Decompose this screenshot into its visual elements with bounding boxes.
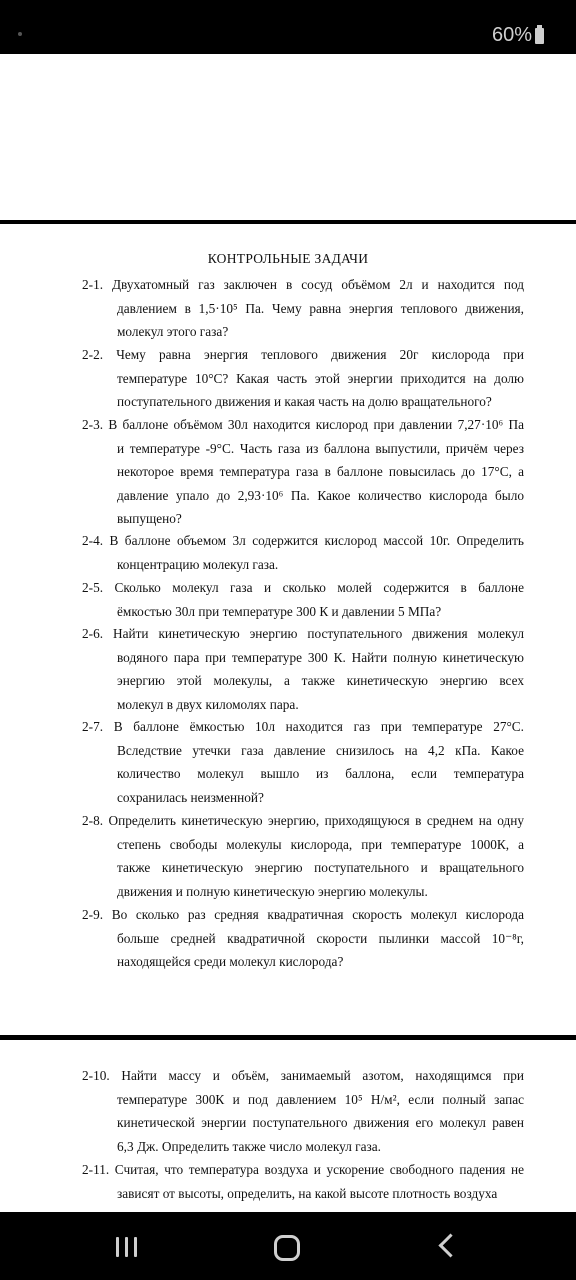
problem-line: также кинетическую энергию поступательного и вращательного — [117, 860, 524, 875]
back-icon[interactable] — [438, 1233, 462, 1257]
problem-item — [82, 1158, 524, 1205]
problem-item — [82, 622, 524, 716]
problem-line: 2-3. В баллоне объёмом 30л находится кислород при давлении 7,27·10⁶ Па — [82, 417, 524, 432]
problem-item — [82, 273, 524, 344]
recents-icon[interactable] — [114, 1236, 140, 1258]
navigation-bar — [0, 1212, 576, 1280]
problem-item — [82, 343, 524, 414]
problem-item — [82, 529, 524, 576]
problem-line: 2-11. Считая, что температура воздуха и ускорение свободного падения не — [82, 1162, 524, 1177]
problem-line: энергию этой молекулы, а также кинетическую энергию всех — [117, 673, 524, 688]
problem-line: кинетической энергии поступательного движения его молекул равен — [117, 1115, 524, 1130]
next-page — [0, 1040, 576, 1212]
problem-item — [82, 413, 524, 531]
problem-line: 6,3 Дж. Определить также число молекул газа. — [117, 1138, 382, 1154]
page-title: КОНТРОЛЬНЫЕ ЗАДАЧИ — [207, 251, 369, 266]
problem-line: выпущено? — [117, 511, 182, 526]
problem-line: зависят от высоты, определить, на какой высоте плотность воздуха — [117, 1185, 498, 1201]
problem-line: некоторое время температура газа в баллоне повысилась до 17°C, а — [117, 464, 524, 479]
problem-line: 2-1. Двухатомный газ заключен в сосуд объёмом 2л и находится под — [82, 277, 524, 292]
problem-line: находящейся среди молекул кислорода? — [117, 954, 344, 969]
problem-item — [82, 809, 524, 903]
problem-line: давлением в 1,5·10⁵ Па. Чему равна энергия теплового движения, — [117, 300, 524, 316]
problem-line: движения и полную кинетическую энергию молекулы. — [117, 883, 428, 899]
problem-line: 2-2. Чему равна энергия теплового движения 20г кислорода при — [82, 347, 524, 362]
problem-line: молекул в двух киломолях пара. — [117, 696, 299, 712]
problem-line: 2-7. В баллоне ёмкостью 10л находится газ при температуре 27°C. — [82, 719, 524, 734]
problem-line: температуре 10°C? Какая часть этой энергии приходится на долю — [117, 370, 524, 386]
notification-dot-icon — [18, 32, 22, 36]
problem-line: и температуре -9°C. Часть газа из баллона выпустили, причём через — [117, 440, 524, 456]
problem-line: сохранилась неизменной? — [117, 789, 264, 805]
problem-item — [82, 903, 524, 974]
problem-line: 2-4. В баллоне объемом 3л содержится кислород массой 10г. Определить — [82, 533, 524, 548]
home-icon[interactable] — [274, 1235, 300, 1261]
problem-line: температуре 300К и под давлением 10⁵ Н/м², если полный запас — [117, 1091, 524, 1107]
problem-line: количество молекул вышло из баллона, если температура — [117, 766, 524, 781]
problem-line: Вследствие утечки газа давление снизилось на 4,2 кПа. Какое — [117, 742, 524, 758]
problem-line: 2-10. Найти массу и объём, занимаемый азотом, находящимся при — [82, 1068, 524, 1083]
battery-percent: 60% — [491, 24, 532, 46]
previous-page — [0, 54, 576, 220]
document-page — [0, 224, 576, 1035]
problem-line: 2-6. Найти кинетическую энергию поступательного движения молекул — [82, 626, 524, 641]
problem-line: 2-9. Во сколько раз средняя квадратичная скорость молекул кислорода — [82, 907, 524, 922]
problem-line: поступательного движения и какая часть на долю вращательного? — [117, 394, 492, 409]
problem-item — [82, 715, 524, 809]
problem-line: степень свободы молекулы кислорода, при температуре 1000К, а — [117, 836, 524, 852]
problem-line: 2-5. Сколько молекул газа и сколько молей содержится в баллоне — [82, 580, 524, 595]
problem-item — [82, 1064, 524, 1158]
problem-line: молекул этого газа? — [117, 324, 229, 339]
problem-item — [82, 576, 524, 623]
problem-line: давление упало до 2,93·10⁶ Па. Какое количество кислорода было — [117, 487, 524, 503]
battery-icon — [535, 28, 544, 44]
status-bar — [0, 0, 576, 54]
problem-line: 2-8. Определить кинетическую энергию, приходящуюся в среднем на одну — [82, 813, 524, 828]
problem-line: ёмкостью 30л при температуре 300 К и давлении 5 МПа? — [117, 603, 442, 619]
problem-line: больше средней квадратичной скорости пылинки массой 10⁻⁸г, — [117, 930, 524, 946]
problem-line: водяного пара при температуре 300 К. Найти полную кинетическую — [117, 649, 524, 665]
problem-line: концентрацию молекул газа. — [117, 556, 279, 572]
